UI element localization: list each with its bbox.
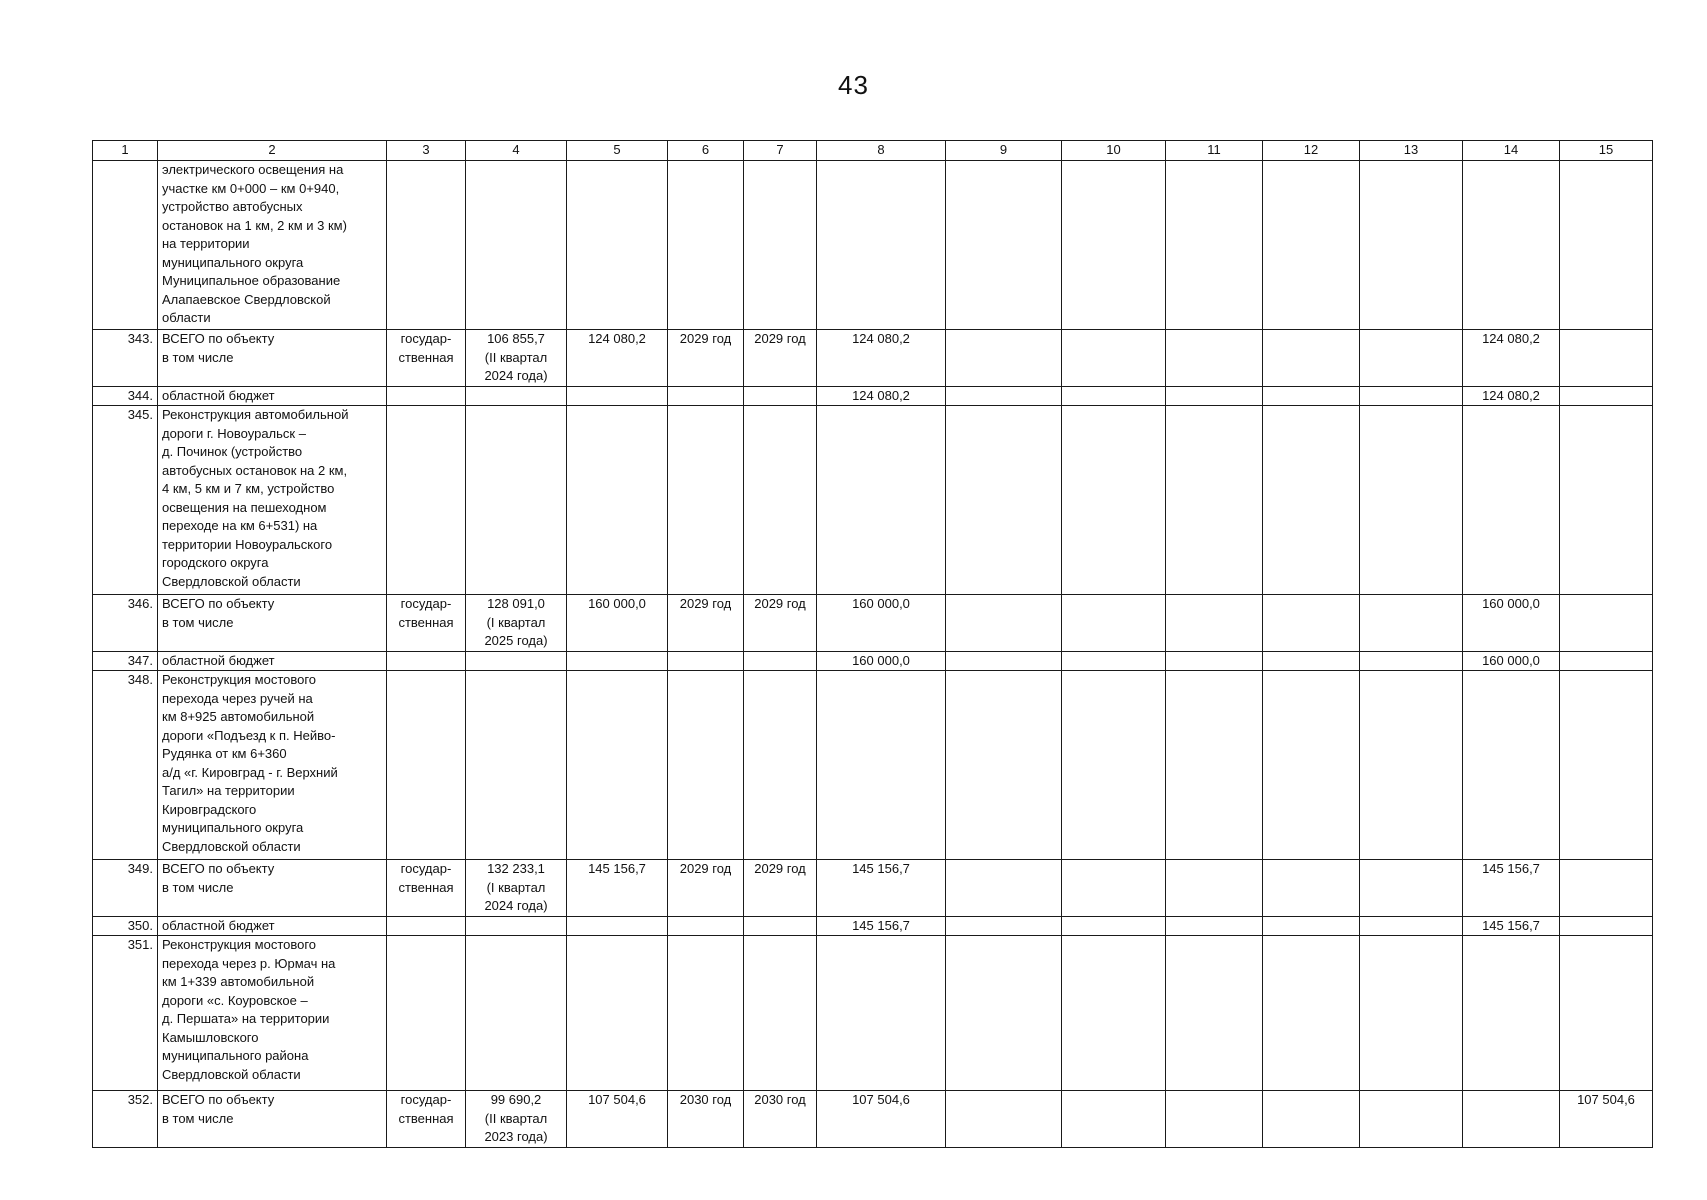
year-2029-cell: 160 000,0 (1463, 651, 1560, 671)
table-row (93, 671, 1653, 860)
empty-cell (1166, 330, 1263, 387)
item-name-cell: Реконструкция мостового перехода через ручей на км 8+925 автомобильной дороги «Подъезд к п. Нейво- Рудянка от км 6+360 а/д «г. Кировград - г. Верхний Тагил» на территории Кировградского муниципального округа Свердловской области (158, 671, 387, 860)
page-number: 43 (838, 70, 869, 100)
empty-cell (1166, 406, 1263, 595)
table-row (93, 651, 1653, 671)
table-row (93, 936, 1653, 1091)
budget-table (92, 140, 1653, 1148)
start-year-cell: 2030 год (668, 1091, 744, 1148)
empty-cell (1062, 860, 1166, 917)
ownership-cell (387, 936, 466, 1091)
year-2030-cell (1560, 651, 1653, 671)
year-2029-cell (1463, 1091, 1560, 1148)
empty-cell (1360, 161, 1463, 330)
empty-cell (1062, 671, 1166, 860)
estimated-cost-cell (466, 936, 567, 1091)
estimated-cost-cell (466, 406, 567, 595)
empty-cell (1360, 916, 1463, 936)
empty-cell (1263, 916, 1360, 936)
empty-cell (1263, 651, 1360, 671)
year-2029-cell (1463, 161, 1560, 330)
empty-cell (1263, 330, 1360, 387)
column-header: 2 (158, 141, 387, 161)
empty-cell (1166, 916, 1263, 936)
start-year-cell: 2029 год (668, 595, 744, 652)
row-number-cell: 348. (93, 671, 158, 860)
empty-cell (1166, 595, 1263, 652)
total-cost-cell (567, 936, 668, 1091)
empty-cell (1360, 1091, 1463, 1148)
empty-cell (1360, 406, 1463, 595)
ownership-cell: государ- ственная (387, 595, 466, 652)
row-number-cell: 352. (93, 1091, 158, 1148)
financing-total-cell: 160 000,0 (817, 651, 946, 671)
table-row (93, 860, 1653, 917)
empty-cell (946, 161, 1062, 330)
total-cost-cell: 160 000,0 (567, 595, 668, 652)
table-row (93, 386, 1653, 406)
empty-cell (946, 651, 1062, 671)
empty-cell (946, 936, 1062, 1091)
financing-total-cell: 145 156,7 (817, 916, 946, 936)
empty-cell (1360, 936, 1463, 1091)
table-row (93, 330, 1653, 387)
column-header: 7 (744, 141, 817, 161)
ownership-cell (387, 651, 466, 671)
item-name-cell: Реконструкция автомобильной дороги г. Новоуральск – д. Починок (устройство автобусных остановок на 2 км, 4 км, 5 км и 7 км, устройство освещения на пешеходном переходе на км 6+531) на территории Новоуральского городского округа Свердловской области (158, 406, 387, 595)
empty-cell (1166, 936, 1263, 1091)
row-number-cell: 345. (93, 406, 158, 595)
empty-cell (1263, 860, 1360, 917)
column-header: 6 (668, 141, 744, 161)
table-row (93, 1091, 1653, 1148)
column-header: 13 (1360, 141, 1463, 161)
year-2030-cell (1560, 671, 1653, 860)
empty-cell (946, 671, 1062, 860)
ownership-cell (387, 406, 466, 595)
end-year-cell (744, 936, 817, 1091)
row-number-cell: 350. (93, 916, 158, 936)
empty-cell (1360, 595, 1463, 652)
ownership-cell: государ- ственная (387, 860, 466, 917)
end-year-cell: 2029 год (744, 330, 817, 387)
item-name-cell: ВСЕГО по объекту в том числе (158, 1091, 387, 1148)
start-year-cell: 2029 год (668, 860, 744, 917)
start-year-cell (668, 386, 744, 406)
start-year-cell (668, 651, 744, 671)
empty-cell (1062, 330, 1166, 387)
total-cost-cell: 107 504,6 (567, 1091, 668, 1148)
estimated-cost-cell: 128 091,0 (I квартал 2025 года) (466, 595, 567, 652)
ownership-cell (387, 671, 466, 860)
empty-cell (1062, 406, 1166, 595)
item-name-cell: областной бюджет (158, 916, 387, 936)
empty-cell (1166, 860, 1263, 917)
empty-cell (1263, 406, 1360, 595)
empty-cell (946, 860, 1062, 917)
estimated-cost-cell (466, 671, 567, 860)
financing-total-cell (817, 936, 946, 1091)
empty-cell (1166, 161, 1263, 330)
column-header: 15 (1560, 141, 1653, 161)
financing-total-cell (817, 161, 946, 330)
financing-total-cell: 160 000,0 (817, 595, 946, 652)
total-cost-cell (567, 671, 668, 860)
empty-cell (1062, 936, 1166, 1091)
empty-cell (1263, 671, 1360, 860)
estimated-cost-cell (466, 386, 567, 406)
year-2029-cell: 145 156,7 (1463, 860, 1560, 917)
empty-cell (946, 1091, 1062, 1148)
empty-cell (1062, 161, 1166, 330)
year-2029-cell: 124 080,2 (1463, 330, 1560, 387)
table-row (93, 161, 1653, 330)
year-2030-cell (1560, 936, 1653, 1091)
start-year-cell (668, 916, 744, 936)
total-cost-cell (567, 161, 668, 330)
row-number-cell: 344. (93, 386, 158, 406)
total-cost-cell: 145 156,7 (567, 860, 668, 917)
column-header: 4 (466, 141, 567, 161)
empty-cell (1263, 936, 1360, 1091)
ownership-cell: государ- ственная (387, 330, 466, 387)
column-header: 5 (567, 141, 668, 161)
empty-cell (1062, 1091, 1166, 1148)
table-row (93, 916, 1653, 936)
empty-cell (946, 595, 1062, 652)
item-name-cell: ВСЕГО по объекту в том числе (158, 860, 387, 917)
year-2030-cell (1560, 595, 1653, 652)
row-number-cell: 351. (93, 936, 158, 1091)
financing-total-cell: 124 080,2 (817, 330, 946, 387)
start-year-cell: 2029 год (668, 330, 744, 387)
financing-total-cell: 145 156,7 (817, 860, 946, 917)
year-2030-cell: 107 504,6 (1560, 1091, 1653, 1148)
table-header (93, 141, 1653, 161)
row-number-cell: 349. (93, 860, 158, 917)
item-name-cell: областной бюджет (158, 386, 387, 406)
year-2029-cell (1463, 671, 1560, 860)
item-name-cell: электрического освещения на участке км 0+000 – км 0+940, устройство автобусных остановок на 1 км, 2 км и 3 км) на территории муниципального округа Муниципальное образование Алапаевское Свердловской области (158, 161, 387, 330)
end-year-cell (744, 916, 817, 936)
year-2029-cell: 145 156,7 (1463, 916, 1560, 936)
empty-cell (1360, 330, 1463, 387)
end-year-cell (744, 386, 817, 406)
estimated-cost-cell: 106 855,7 (II квартал 2024 года) (466, 330, 567, 387)
header-row (93, 141, 1653, 161)
empty-cell (946, 330, 1062, 387)
item-name-cell: ВСЕГО по объекту в том числе (158, 330, 387, 387)
year-2029-cell: 160 000,0 (1463, 595, 1560, 652)
year-2030-cell (1560, 330, 1653, 387)
estimated-cost-cell: 99 690,2 (II квартал 2023 года) (466, 1091, 567, 1148)
start-year-cell (668, 406, 744, 595)
column-header: 9 (946, 141, 1062, 161)
column-header: 12 (1263, 141, 1360, 161)
empty-cell (1166, 651, 1263, 671)
empty-cell (1263, 595, 1360, 652)
end-year-cell: 2030 год (744, 1091, 817, 1148)
ownership-cell: государ- ственная (387, 1091, 466, 1148)
start-year-cell (668, 161, 744, 330)
total-cost-cell (567, 386, 668, 406)
financing-total-cell (817, 671, 946, 860)
year-2029-cell (1463, 936, 1560, 1091)
year-2030-cell (1560, 386, 1653, 406)
start-year-cell (668, 936, 744, 1091)
end-year-cell: 2029 год (744, 595, 817, 652)
column-header: 3 (387, 141, 466, 161)
empty-cell (1360, 671, 1463, 860)
year-2030-cell (1560, 406, 1653, 595)
empty-cell (1062, 386, 1166, 406)
ownership-cell (387, 386, 466, 406)
table-row (93, 595, 1653, 652)
total-cost-cell: 124 080,2 (567, 330, 668, 387)
column-header: 10 (1062, 141, 1166, 161)
empty-cell (1263, 161, 1360, 330)
total-cost-cell (567, 406, 668, 595)
empty-cell (1263, 1091, 1360, 1148)
table-body (93, 161, 1653, 1148)
empty-cell (1360, 386, 1463, 406)
item-name-cell: ВСЕГО по объекту в том числе (158, 595, 387, 652)
end-year-cell (744, 671, 817, 860)
empty-cell (946, 916, 1062, 936)
empty-cell (1166, 386, 1263, 406)
ownership-cell (387, 161, 466, 330)
column-header: 1 (93, 141, 158, 161)
empty-cell (946, 386, 1062, 406)
end-year-cell (744, 161, 817, 330)
end-year-cell (744, 651, 817, 671)
start-year-cell (668, 671, 744, 860)
year-2029-cell (1463, 406, 1560, 595)
empty-cell (1166, 671, 1263, 860)
empty-cell (1263, 386, 1360, 406)
row-number-cell: 346. (93, 595, 158, 652)
column-header: 8 (817, 141, 946, 161)
year-2030-cell (1560, 161, 1653, 330)
empty-cell (1360, 651, 1463, 671)
column-header: 14 (1463, 141, 1560, 161)
financing-total-cell: 124 080,2 (817, 386, 946, 406)
year-2029-cell: 124 080,2 (1463, 386, 1560, 406)
empty-cell (1062, 595, 1166, 652)
empty-cell (1062, 916, 1166, 936)
row-number-cell: 347. (93, 651, 158, 671)
estimated-cost-cell: 132 233,1 (I квартал 2024 года) (466, 860, 567, 917)
item-name-cell: Реконструкция мостового перехода через р. Юрмач на км 1+339 автомобильной дороги «с. Коуровское – д. Першата» на территории Камышловского муниципального района Свердловской области (158, 936, 387, 1091)
row-number-cell (93, 161, 158, 330)
column-header: 11 (1166, 141, 1263, 161)
year-2030-cell (1560, 860, 1653, 917)
empty-cell (1166, 1091, 1263, 1148)
empty-cell (946, 406, 1062, 595)
row-number-cell: 343. (93, 330, 158, 387)
total-cost-cell (567, 916, 668, 936)
estimated-cost-cell (466, 161, 567, 330)
ownership-cell (387, 916, 466, 936)
item-name-cell: областной бюджет (158, 651, 387, 671)
total-cost-cell (567, 651, 668, 671)
empty-cell (1360, 860, 1463, 917)
end-year-cell: 2029 год (744, 860, 817, 917)
table-row (93, 406, 1653, 595)
financing-total-cell: 107 504,6 (817, 1091, 946, 1148)
end-year-cell (744, 406, 817, 595)
estimated-cost-cell (466, 916, 567, 936)
year-2030-cell (1560, 916, 1653, 936)
empty-cell (1062, 651, 1166, 671)
estimated-cost-cell (466, 651, 567, 671)
financing-total-cell (817, 406, 946, 595)
